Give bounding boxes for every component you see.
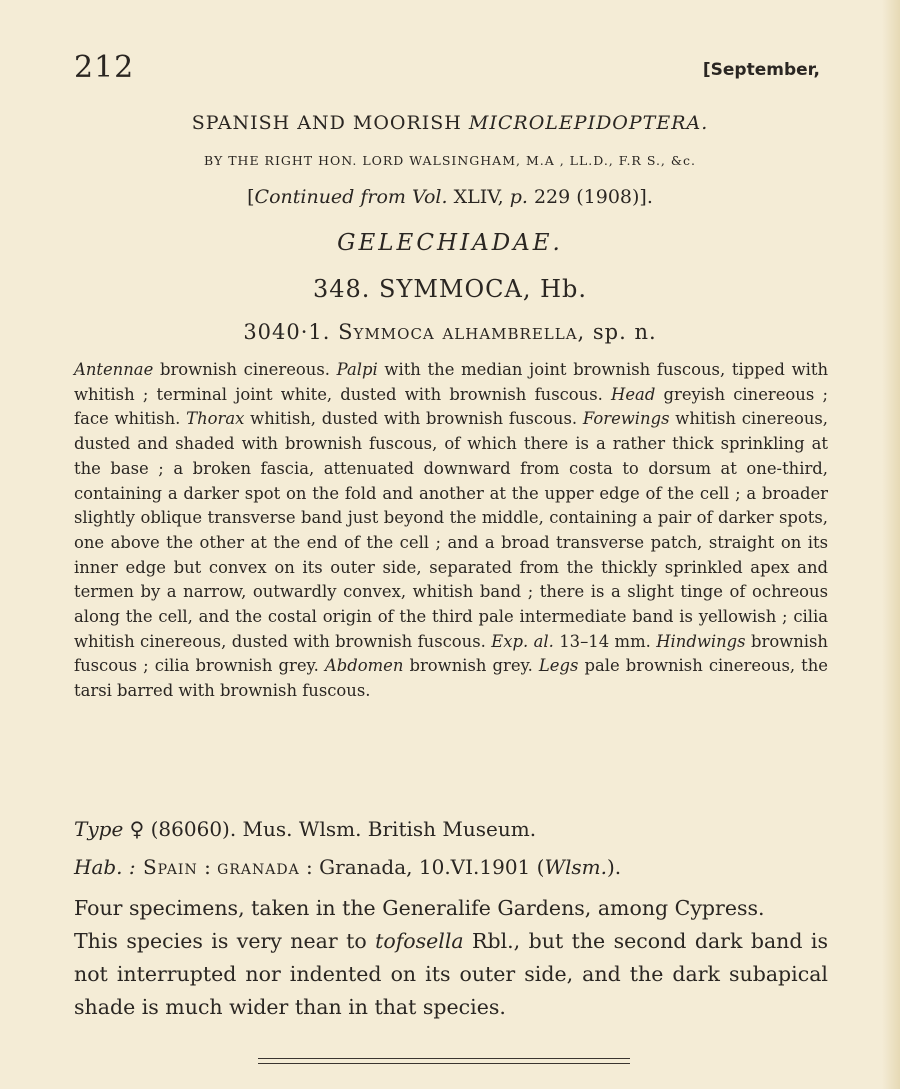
species-suffix: , sp. n. <box>577 320 657 344</box>
hindwings-text: brownish fuscous ; cilia brownish grey. <box>74 631 828 676</box>
running-head-month: [September, <box>702 60 820 80</box>
remarks-paragraph <box>74 892 828 1024</box>
habitat-line <box>74 855 621 879</box>
end-rule-top <box>258 1058 630 1059</box>
legs-label: Legs <box>538 656 579 676</box>
head-label: Head <box>611 384 656 404</box>
abdomen-label: Abdomen <box>324 656 404 676</box>
hab-end: ). <box>606 855 622 879</box>
type-label: Type <box>74 817 124 841</box>
end-rule-bottom <box>258 1063 630 1064</box>
article-title <box>0 112 900 134</box>
antennae-label: Antennae <box>74 360 154 379</box>
hab-province: granada <box>217 855 300 879</box>
antennae-text: brownish cinereous. <box>153 360 337 379</box>
legs-text: pale brownish cinereous, the tarsi barred with brownish fuscous. <box>74 656 828 701</box>
forewings-text: whitish cinereous, dusted and shaded with brownish fuscous, of which there is a rather thick sprinkling at the base ; a broken fascia, attenuated downward from costa to dorsum at one-third, containing a darker spot on the fold and another at the upper edge of the cell ; a broader slightly oblique transverse band just beyond the middle, containing a pair of darker spots, one above the other at the end of the cell ; and a broad transverse patch, straight on its inner edge but convex on its outer side, separated from the thickly sprinkled apex and termen by a narrow, outwardly convex, whitish band ; there is a slight tinge of ochreous along the cell, and the costal origin of the third pale intermediate band is yellowish ; cilia whitish cinereous, dusted with brownish fuscous. <box>74 409 828 651</box>
type-text: ♀ (86060). Mus. Wlsm. British Museum. <box>123 817 537 841</box>
continued-rest: 229 (1908)]. <box>527 186 653 208</box>
hab-label: Hab. : <box>74 855 136 879</box>
remarks-part-2: Rbl., but the second dark band is not interrupted nor indented on its outer side, and the dark subapical shade is much wider than in that species. <box>74 929 829 1019</box>
page-number: 212 <box>74 50 135 85</box>
author-byline: BY THE RIGHT HON. LORD WALSINGHAM, M.A , LL.D., F.R S., &c. <box>204 153 696 168</box>
thorax-label: Thorax <box>186 409 245 429</box>
continued-p: p. <box>509 186 528 208</box>
species-heading <box>0 320 900 344</box>
page-edge-shadow <box>882 0 900 1089</box>
hab-collector: Wlsm. <box>544 855 607 879</box>
hab-sep-1: : <box>197 855 218 879</box>
abdomen-text: brownish grey. <box>403 656 539 676</box>
species-number: 3040·1. <box>243 320 331 344</box>
type-specimen-line <box>74 817 536 841</box>
genus-heading: 348. SYMMOCA, Hb. <box>312 275 588 303</box>
continued-vol: XLIV, <box>447 186 510 208</box>
hab-locality-date: : Granada, 10.VI.1901 ( <box>299 855 545 879</box>
hindwings-label: Hindwings <box>656 631 746 651</box>
exp-text: 13–14 mm. <box>553 631 657 651</box>
exp-label: Exp. al. <box>491 631 554 651</box>
species-description <box>74 358 828 704</box>
palpi-label: Palpi <box>336 360 378 379</box>
continuation-note <box>0 186 900 208</box>
hab-country: Spain <box>135 855 198 879</box>
thorax-text: whitish, dusted with brownish fuscous. <box>244 409 583 429</box>
family-heading: GELECHIADAE. <box>337 230 563 256</box>
remarks-line-1: Four specimens, taken in the Generalife Gardens, among Cypress. <box>74 896 765 920</box>
remarks-part-1: This species is very near to <box>74 929 376 953</box>
species-name: Symmoca alhambrella <box>338 320 578 344</box>
title-italic: MICROLEPIDOPTERA. <box>468 112 709 134</box>
title-plain: SPANISH AND MOORISH <box>191 112 469 134</box>
bracket-open: [ <box>247 186 255 208</box>
palpi-text: with the median joint brownish fuscous, tipped with whitish ; terminal joint white, dusted with brownish fuscous. <box>74 360 829 404</box>
forewings-label: Forewings <box>582 409 670 429</box>
head-text: greyish cinereous ; face whitish. <box>74 384 828 429</box>
continued-italic: Continued from Vol. <box>254 186 448 208</box>
comparison-species: tofosella <box>375 929 464 953</box>
